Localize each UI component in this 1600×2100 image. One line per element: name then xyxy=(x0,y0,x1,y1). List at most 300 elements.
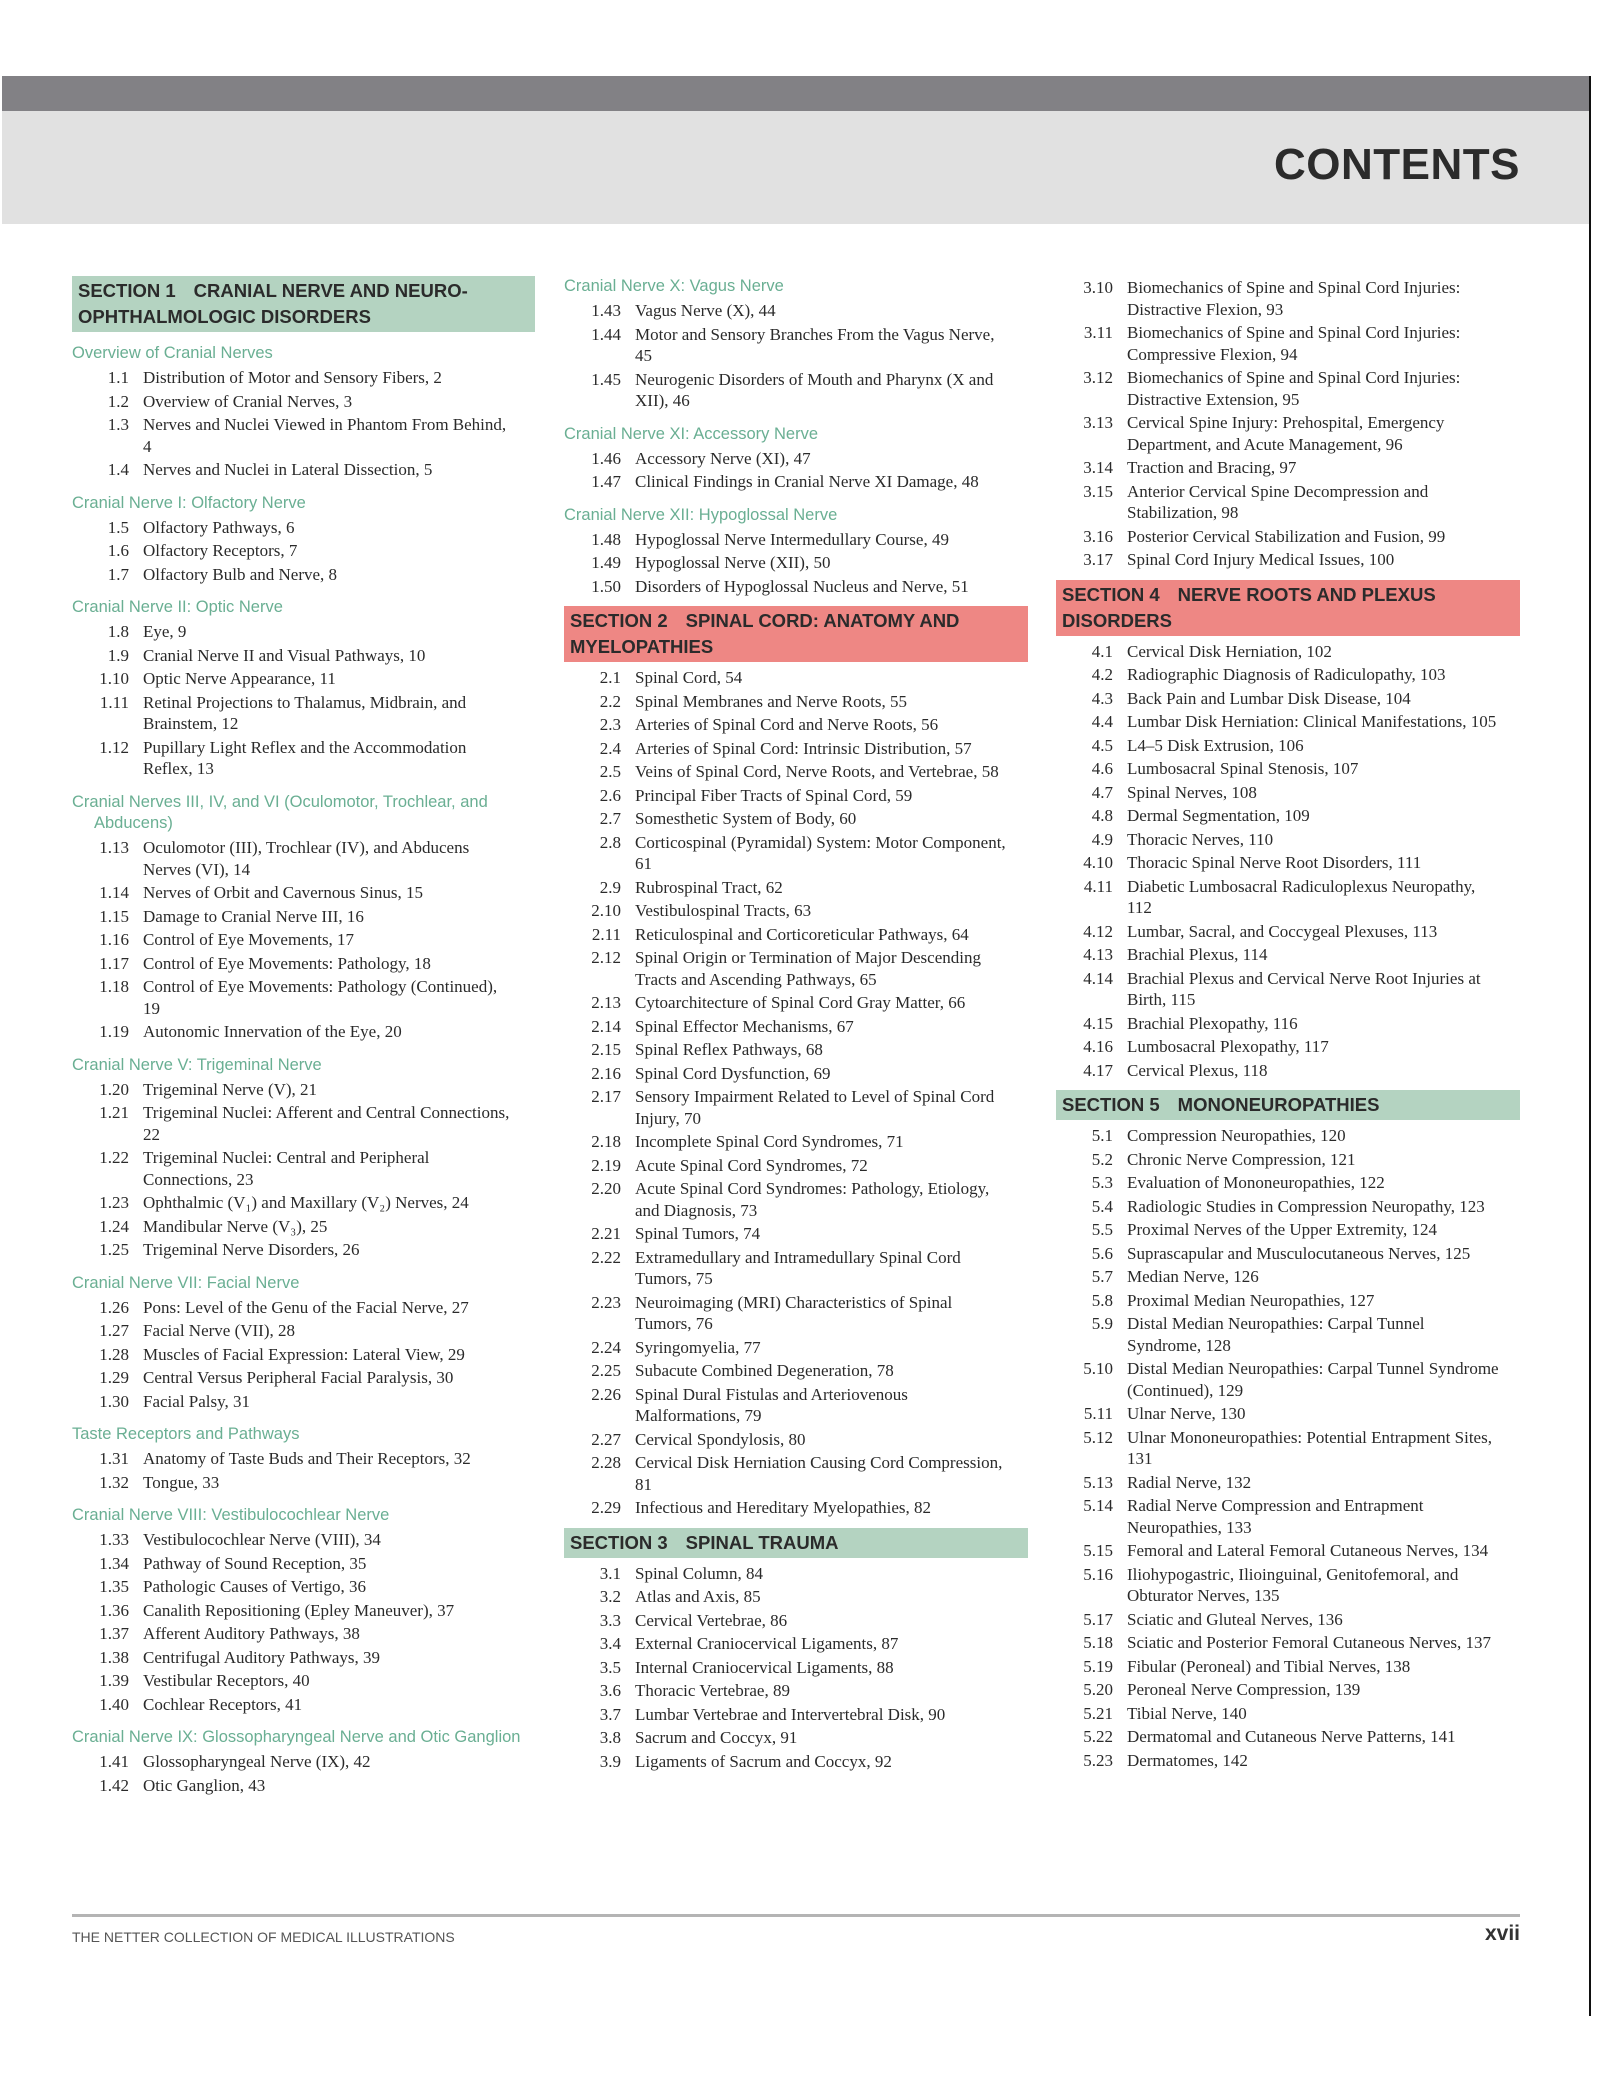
section-number: SECTION 5 xyxy=(1062,1094,1160,1115)
entry-title: Nerves of Orbit and Cavernous Sinus, 15 xyxy=(143,883,423,902)
entry-title: Femoral and Lateral Femoral Cutaneous Nerves, 134 xyxy=(1127,1541,1489,1560)
page-number: xvii xyxy=(1484,1922,1520,1945)
toc-entry[interactable] xyxy=(1056,967,1520,1012)
entry-title: Distribution of Motor and Sensory Fibers, 2 xyxy=(143,368,442,387)
entry-number: 1.23 xyxy=(99,1193,129,1212)
entry-number: 4.1 xyxy=(1091,641,1113,661)
entry-number: 3.2 xyxy=(599,1587,621,1606)
entry-title: Spinal Cord Dysfunction, 69 xyxy=(635,1063,831,1083)
toc-entry[interactable] xyxy=(564,1336,1028,1360)
section-header xyxy=(1056,1090,1520,1120)
toc-entry[interactable] xyxy=(72,1750,535,1774)
entry-title: Thoracic Vertebrae, 89 xyxy=(635,1681,790,1700)
toc-entry[interactable] xyxy=(1056,1494,1520,1539)
toc-entry[interactable] xyxy=(1056,1171,1520,1195)
toc-entry[interactable] xyxy=(72,905,535,929)
toc-entry[interactable] xyxy=(1056,1012,1520,1036)
entry-title: Spinal Dural Fistulas and Arteriovenous Malformations, 79 xyxy=(635,1384,908,1425)
entry-number: 1.24 xyxy=(99,1216,129,1236)
toc-entry[interactable] xyxy=(1056,1035,1520,1059)
chapter-heading: Cranial Nerve XI: Accessory Nerve xyxy=(564,424,819,443)
entry-title: Compression Neuropathies, 120 xyxy=(1127,1126,1346,1145)
section-header xyxy=(564,606,1028,662)
entry-title: Dermatomes, 142 xyxy=(1127,1750,1248,1770)
toc-entry[interactable] xyxy=(1056,663,1520,687)
entry-number: 5.6 xyxy=(1091,1243,1113,1263)
toc-entry[interactable] xyxy=(564,528,1028,552)
entry-title: Cervical Plexus, 118 xyxy=(1127,1060,1268,1080)
toc-entry[interactable] xyxy=(564,1085,1028,1130)
entry-number: 1.46 xyxy=(591,448,621,468)
toc-entry[interactable] xyxy=(564,923,1028,947)
toc-entry[interactable] xyxy=(1056,1655,1520,1679)
toc-entry[interactable] xyxy=(1056,276,1520,321)
toc-entry[interactable] xyxy=(1056,1242,1520,1266)
entry-title: Overview of Cranial Nerves, 3 xyxy=(143,391,353,411)
entry-number: 4.3 xyxy=(1091,688,1113,708)
entry-number: 1.13 xyxy=(99,838,129,857)
toc-entry[interactable] xyxy=(72,928,535,952)
entry-number: 4.10 xyxy=(1083,853,1113,872)
toc-entry[interactable] xyxy=(564,807,1028,831)
toc-entry[interactable] xyxy=(72,413,535,458)
toc-entry[interactable] xyxy=(72,1215,535,1239)
toc-entry[interactable] xyxy=(72,539,535,563)
entry-number: 2.13 xyxy=(591,993,621,1012)
entry-number: 4.13 xyxy=(1083,945,1113,964)
toc-entry[interactable] xyxy=(72,563,535,587)
entry-title: Incomplete Spinal Cord Syndromes, 71 xyxy=(635,1132,904,1151)
section-title: SPINAL CORD: ANATOMY AND MYELOPATHIES xyxy=(570,610,960,657)
toc-entry[interactable] xyxy=(72,1599,535,1623)
section-title: NERVE ROOTS AND PLEXUS DISORDERS xyxy=(1062,583,1436,631)
toc-entry[interactable] xyxy=(1056,1702,1520,1726)
entry-title: Somesthetic System of Body, 60 xyxy=(635,809,857,828)
toc-entry[interactable] xyxy=(72,1646,535,1670)
entry-number: 5.3 xyxy=(1091,1173,1113,1192)
toc-entry[interactable] xyxy=(72,975,535,1020)
toc-entry[interactable] xyxy=(1056,734,1520,758)
toc-entry[interactable] xyxy=(1056,1059,1520,1083)
entry-number: 1.21 xyxy=(99,1103,129,1122)
entry-title: Facial Nerve (VII), 28 xyxy=(143,1321,295,1340)
entry-number: 2.27 xyxy=(591,1429,621,1449)
entry-number: 1.6 xyxy=(107,541,129,560)
toc-entry[interactable] xyxy=(564,551,1028,575)
toc-entry[interactable] xyxy=(1056,1124,1520,1148)
entry-number: 1.26 xyxy=(99,1297,129,1317)
entry-number: 2.28 xyxy=(591,1453,621,1472)
toc-entry[interactable] xyxy=(72,1020,535,1044)
section-number: SECTION 2 xyxy=(570,610,668,631)
toc-entry[interactable] xyxy=(72,1238,535,1262)
entry-title: Atlas and Axis, 85 xyxy=(635,1587,761,1606)
entry-number: 1.18 xyxy=(99,977,129,996)
entry-number: 5.20 xyxy=(1083,1680,1113,1699)
entry-number: 2.5 xyxy=(599,762,621,781)
entry-number: 4.17 xyxy=(1083,1060,1113,1080)
entry-number: 1.30 xyxy=(99,1391,129,1411)
toc-entry[interactable] xyxy=(564,1562,1028,1586)
entry-title: Cervical Spine Injury: Prehospital, Emergency Department, and Acute Management, 96 xyxy=(1127,413,1445,454)
toc-entry[interactable] xyxy=(564,1632,1028,1656)
toc-entry[interactable] xyxy=(564,831,1028,876)
toc-entry[interactable] xyxy=(564,737,1028,761)
chapter-heading: Cranial Nerve IX: Glossopharyngeal Nerve and Otic Ganglion xyxy=(72,1728,521,1746)
entry-title: Traction and Bracing, 97 xyxy=(1127,458,1297,477)
entry-number: 2.18 xyxy=(591,1132,621,1151)
toc-entry[interactable] xyxy=(1056,710,1520,734)
entry-title: Spinal Origin or Termination of Major Descending Tracts and Ascending Pathways, 65 xyxy=(635,948,981,989)
toc-entry[interactable] xyxy=(72,1693,535,1717)
entry-number: 1.47 xyxy=(591,472,621,491)
toc-entry[interactable] xyxy=(564,1703,1028,1727)
toc-entry[interactable] xyxy=(1056,828,1520,852)
toc-entry[interactable] xyxy=(564,575,1028,599)
entry-title: Iliohypogastric, Ilioinguinal, Genitofemoral, and Obturator Nerves, 135 xyxy=(1127,1564,1459,1605)
toc-entry[interactable] xyxy=(564,760,1028,784)
toc-entry[interactable] xyxy=(1056,1402,1520,1426)
toc-entry[interactable] xyxy=(564,1428,1028,1452)
entry-number: 3.15 xyxy=(1083,481,1113,501)
toc-entry[interactable] xyxy=(564,899,1028,923)
toc-entry[interactable] xyxy=(564,713,1028,737)
toc-entry[interactable] xyxy=(1056,640,1520,664)
toc-entry[interactable] xyxy=(564,690,1028,714)
entry-title: Sciatic and Posterior Femoral Cutaneous Nerves, 137 xyxy=(1127,1633,1492,1652)
toc-entry[interactable] xyxy=(1056,548,1520,572)
toc-entry[interactable] xyxy=(564,368,1028,413)
toc-entry[interactable] xyxy=(1056,920,1520,944)
toc-column-3 xyxy=(1056,276,1520,1772)
toc-entry[interactable] xyxy=(564,1609,1028,1633)
entry-number: 5.13 xyxy=(1083,1472,1113,1492)
page-title: CONTENTS xyxy=(1274,140,1520,189)
entry-title: Cervical Disk Herniation, 102 xyxy=(1127,641,1332,661)
toc-entry[interactable] xyxy=(72,620,535,644)
entry-number: 2.1 xyxy=(599,668,621,687)
entry-title: Nerves and Nuclei Viewed in Phantom From Behind, 4 xyxy=(143,415,507,456)
toc-entry[interactable] xyxy=(1056,1426,1520,1471)
entry-title: Hypoglossal Nerve Intermedullary Course, 49 xyxy=(635,529,949,549)
entry-number: 5.21 xyxy=(1083,1703,1113,1723)
toc-entry[interactable] xyxy=(72,1191,535,1215)
section-header xyxy=(72,276,535,332)
toc-entry[interactable] xyxy=(72,881,535,905)
toc-entry[interactable] xyxy=(1056,757,1520,781)
toc-entry[interactable] xyxy=(72,1366,535,1390)
toc-entry[interactable] xyxy=(564,1656,1028,1680)
entry-number: 2.26 xyxy=(591,1384,621,1404)
entry-number: 1.7 xyxy=(107,564,129,584)
entry-title: Sacrum and Coccyx, 91 xyxy=(635,1728,798,1747)
entry-title: Olfactory Pathways, 6 xyxy=(143,517,295,537)
toc-entry[interactable] xyxy=(72,952,535,976)
entry-title: Rubrospinal Tract, 62 xyxy=(635,877,783,897)
entry-title: Cervical Spondylosis, 80 xyxy=(635,1429,806,1449)
toc-entry[interactable] xyxy=(72,736,535,781)
entry-number: 5.11 xyxy=(1083,1404,1113,1423)
toc-entry[interactable] xyxy=(1056,1563,1520,1608)
entry-title: Cervical Vertebrae, 86 xyxy=(635,1610,788,1630)
chapter-heading: Cranial Nerve XII: Hypoglossal Nerve xyxy=(564,505,838,524)
entry-title: Muscles of Facial Expression: Lateral View, 29 xyxy=(143,1344,465,1364)
entry-number: 1.11 xyxy=(99,692,129,712)
entry-title: Back Pain and Lumbar Disk Disease, 104 xyxy=(1127,688,1411,708)
toc-entry[interactable] xyxy=(564,1038,1028,1062)
entry-number: 1.29 xyxy=(99,1368,129,1387)
toc-entry[interactable] xyxy=(1056,411,1520,456)
toc-entry[interactable] xyxy=(72,1552,535,1576)
toc-entry[interactable] xyxy=(1056,1312,1520,1357)
entry-number: 1.22 xyxy=(99,1148,129,1167)
entry-title: Pupillary Light Reflex and the Accommodation Reflex, 13 xyxy=(143,737,467,778)
entry-number: 1.2 xyxy=(107,391,129,411)
entry-title: Trigeminal Nuclei: Afferent and Central Connections, 22 xyxy=(143,1103,510,1144)
entry-number: 1.41 xyxy=(99,1752,129,1771)
entry-title: Disorders of Hypoglossal Nucleus and Nerve, 51 xyxy=(635,576,969,596)
toc-entry[interactable] xyxy=(72,1575,535,1599)
entry-number: 2.9 xyxy=(599,877,621,897)
entry-number: 3.12 xyxy=(1083,368,1113,387)
toc-entry[interactable] xyxy=(564,447,1028,471)
toc-entry[interactable] xyxy=(564,666,1028,690)
toc-entry[interactable] xyxy=(564,1177,1028,1222)
toc-entry[interactable] xyxy=(564,784,1028,808)
toc-entry[interactable] xyxy=(564,991,1028,1015)
toc-entry[interactable] xyxy=(1056,1749,1520,1773)
entry-title: Pathologic Causes of Vertigo, 36 xyxy=(143,1577,367,1596)
entry-title: Nerves and Nuclei in Lateral Dissection, 5 xyxy=(143,460,433,479)
entry-number: 4.12 xyxy=(1083,921,1113,941)
entry-number: 1.28 xyxy=(99,1344,129,1364)
toc-entry[interactable] xyxy=(72,691,535,736)
toc-entry[interactable] xyxy=(72,1447,535,1471)
toc-entry[interactable] xyxy=(72,644,535,668)
entry-number: 2.14 xyxy=(591,1016,621,1036)
toc-entry[interactable] xyxy=(1056,687,1520,711)
toc-entry[interactable] xyxy=(1056,1678,1520,1702)
entry-title: Control of Eye Movements: Pathology, 18 xyxy=(143,953,431,973)
entry-number: 5.7 xyxy=(1091,1267,1113,1286)
section-header xyxy=(564,1528,1028,1558)
entry-title: Sensory Impairment Related to Level of Spinal Cord Injury, 70 xyxy=(635,1087,995,1128)
section-title: MONONEUROPATHIES xyxy=(1177,1094,1380,1115)
entry-title: Proximal Median Neuropathies, 127 xyxy=(1127,1290,1375,1310)
section-title: SPINAL TRAUMA xyxy=(685,1531,839,1553)
entry-number: 1.45 xyxy=(591,369,621,389)
toc-entry[interactable] xyxy=(72,366,535,390)
entry-number: 2.11 xyxy=(591,924,621,944)
toc-entry[interactable] xyxy=(564,1222,1028,1246)
entry-number: 3.4 xyxy=(599,1634,621,1653)
toc-entry[interactable] xyxy=(564,1359,1028,1383)
toc-entry[interactable] xyxy=(564,1015,1028,1039)
entry-number: 4.16 xyxy=(1083,1037,1113,1056)
entry-title: Trigeminal Nuclei: Central and Peripheral Connections, 23 xyxy=(143,1148,430,1189)
section-number: SECTION 3 xyxy=(570,1531,668,1553)
toc-entry[interactable] xyxy=(72,1319,535,1343)
entry-title: Canalith Repositioning (Epley Maneuver), 37 xyxy=(143,1600,455,1620)
toc-entry[interactable] xyxy=(1056,525,1520,549)
toc-entry[interactable] xyxy=(1056,1539,1520,1563)
entry-title: Thoracic Nerves, 110 xyxy=(1127,829,1274,849)
toc-entry[interactable] xyxy=(72,1101,535,1146)
entry-number: 5.14 xyxy=(1083,1496,1113,1515)
toc-entry[interactable] xyxy=(564,1585,1028,1609)
toc-entry[interactable] xyxy=(1056,480,1520,525)
toc-column-1 xyxy=(72,276,535,1797)
entry-title: Subacute Combined Degeneration, 78 xyxy=(635,1361,894,1380)
toc-entry[interactable] xyxy=(72,1146,535,1191)
section-title: CRANIAL NERVE AND NEURO-OPHTHALMOLOGIC DISORDERS xyxy=(78,280,468,327)
toc-entry[interactable] xyxy=(564,323,1028,368)
toc-entry[interactable] xyxy=(1056,456,1520,480)
entry-title: Facial Palsy, 31 xyxy=(143,1391,251,1411)
entry-number: 3.5 xyxy=(599,1657,621,1677)
entry-number: 5.4 xyxy=(1091,1196,1113,1216)
entry-number: 1.38 xyxy=(99,1647,129,1667)
entry-title: Otic Ganglion, 43 xyxy=(143,1775,266,1795)
toc-entry[interactable] xyxy=(564,946,1028,991)
entry-number: 1.42 xyxy=(99,1775,129,1795)
entry-title: Accessory Nerve (XI), 47 xyxy=(635,448,811,468)
entry-number: 2.25 xyxy=(591,1361,621,1380)
toc-entry[interactable] xyxy=(564,1750,1028,1774)
toc-entry[interactable] xyxy=(564,1726,1028,1750)
toc-entry[interactable] xyxy=(1056,1289,1520,1313)
toc-entry[interactable] xyxy=(564,1383,1028,1428)
toc-entry[interactable] xyxy=(1056,1218,1520,1242)
toc-entry[interactable] xyxy=(564,1291,1028,1336)
toc-entry[interactable] xyxy=(72,1471,535,1495)
entry-title: Hypoglossal Nerve (XII), 50 xyxy=(635,553,831,572)
toc-entry[interactable] xyxy=(1056,851,1520,875)
entry-title: Dermatomal and Cutaneous Nerve Patterns, 141 xyxy=(1127,1727,1456,1746)
toc-entry[interactable] xyxy=(72,667,535,691)
toc-entry[interactable] xyxy=(72,390,535,414)
entry-number: 2.3 xyxy=(599,715,621,734)
entry-title: Lumbar Disk Herniation: Clinical Manifestations, 105 xyxy=(1127,712,1497,731)
toc-entry[interactable] xyxy=(1056,781,1520,805)
toc-entry[interactable] xyxy=(72,1296,535,1320)
entry-title: Peroneal Nerve Compression, 139 xyxy=(1127,1680,1361,1699)
toc-entry[interactable] xyxy=(72,1528,535,1552)
entry-title: Lumbosacral Spinal Stenosis, 107 xyxy=(1127,759,1359,778)
toc-entry[interactable] xyxy=(1056,366,1520,411)
toc-entry[interactable] xyxy=(564,1496,1028,1520)
entry-number: 3.11 xyxy=(1083,323,1113,342)
toc-entry[interactable] xyxy=(564,1130,1028,1154)
toc-entry[interactable] xyxy=(72,1343,535,1367)
entry-title: Clinical Findings in Cranial Nerve XI Damage, 48 xyxy=(635,472,979,491)
entry-number: 3.8 xyxy=(599,1728,621,1747)
toc-entry[interactable] xyxy=(72,1669,535,1693)
entry-title: Cytoarchitecture of Spinal Cord Gray Matter, 66 xyxy=(635,993,966,1012)
chapter-heading: Cranial Nerve X: Vagus Nerve xyxy=(564,277,784,295)
entry-number: 2.24 xyxy=(591,1337,621,1357)
entry-title: Dermal Segmentation, 109 xyxy=(1127,806,1310,825)
entry-title: Suprascapular and Musculocutaneous Nerves, 125 xyxy=(1127,1243,1471,1263)
toc-entry[interactable] xyxy=(72,458,535,482)
toc-entry[interactable] xyxy=(564,1062,1028,1086)
entry-title: Autonomic Innervation of the Eye, 20 xyxy=(143,1022,402,1041)
entry-title: Syringomyelia, 77 xyxy=(635,1337,761,1357)
entry-number: 3.13 xyxy=(1083,413,1113,432)
chapter-heading: Overview of Cranial Nerves xyxy=(72,344,273,362)
toc-entry[interactable] xyxy=(1056,804,1520,828)
entry-number: 5.23 xyxy=(1083,1750,1113,1770)
toc-entry[interactable] xyxy=(1056,1631,1520,1655)
toc-entry[interactable] xyxy=(1056,1725,1520,1749)
entry-number: 2.7 xyxy=(599,809,621,828)
entry-title: Tibial Nerve, 140 xyxy=(1127,1703,1247,1723)
entry-number: 4.8 xyxy=(1091,806,1113,825)
toc-entry[interactable] xyxy=(72,1774,535,1798)
section-header xyxy=(1056,580,1520,636)
toc-entry[interactable] xyxy=(564,1246,1028,1291)
entry-title: Arteries of Spinal Cord and Nerve Roots, 56 xyxy=(635,715,939,734)
top-bar xyxy=(2,76,1590,111)
toc-entry[interactable] xyxy=(564,1679,1028,1703)
entry-number: 1.10 xyxy=(99,669,129,688)
toc-entry[interactable] xyxy=(1056,1148,1520,1172)
toc-entry[interactable] xyxy=(1056,1265,1520,1289)
entry-number: 1.1 xyxy=(107,368,129,387)
entry-number: 2.16 xyxy=(591,1063,621,1083)
toc-entry[interactable] xyxy=(1056,321,1520,366)
entry-title: Posterior Cervical Stabilization and Fusion, 99 xyxy=(1127,526,1446,546)
entry-number: 2.20 xyxy=(591,1179,621,1198)
entry-title: Glossopharyngeal Nerve (IX), 42 xyxy=(143,1752,371,1771)
toc-entry[interactable] xyxy=(1056,943,1520,967)
entry-title: Evaluation of Mononeuropathies, 122 xyxy=(1127,1173,1385,1192)
toc-entry[interactable] xyxy=(72,836,535,881)
toc-entry[interactable] xyxy=(1056,875,1520,920)
entry-title: Brachial Plexus and Cervical Nerve Root Injuries at Birth, 115 xyxy=(1127,968,1481,1009)
toc-entry[interactable] xyxy=(564,1451,1028,1496)
entry-number: 1.48 xyxy=(591,529,621,549)
entry-title: Anatomy of Taste Buds and Their Receptors, 32 xyxy=(143,1449,471,1468)
toc-entry[interactable] xyxy=(72,1078,535,1102)
entry-number: 4.2 xyxy=(1091,665,1113,684)
entry-title: Proximal Nerves of the Upper Extremity, 124 xyxy=(1127,1220,1438,1239)
toc-column-2 xyxy=(564,276,1028,1773)
entry-number: 1.15 xyxy=(99,906,129,926)
toc-entry[interactable] xyxy=(72,1622,535,1646)
entry-number: 5.19 xyxy=(1083,1656,1113,1676)
toc-entry[interactable] xyxy=(1056,1195,1520,1219)
toc-entry[interactable] xyxy=(1056,1471,1520,1495)
toc-entry[interactable] xyxy=(1056,1608,1520,1632)
entry-title: Spinal Tumors, 74 xyxy=(635,1224,761,1243)
entry-number: 2.19 xyxy=(591,1155,621,1175)
entry-number: 5.16 xyxy=(1083,1564,1113,1584)
entry-title: Radial Nerve Compression and Entrapment Neuropathies, 133 xyxy=(1127,1496,1424,1537)
toc-entry[interactable] xyxy=(564,470,1028,494)
toc-entry[interactable] xyxy=(564,876,1028,900)
toc-entry[interactable] xyxy=(564,299,1028,323)
toc-entry[interactable] xyxy=(72,1390,535,1414)
chapter-heading: Taste Receptors and Pathways xyxy=(72,1425,300,1443)
entry-title: Vestibulocochlear Nerve (VIII), 34 xyxy=(143,1530,381,1549)
toc-entry[interactable] xyxy=(1056,1357,1520,1402)
entry-title: Vestibulospinal Tracts, 63 xyxy=(635,901,812,920)
entry-number: 5.22 xyxy=(1083,1727,1113,1746)
entry-title: Mandibular Nerve (V₃), 25 xyxy=(143,1216,328,1236)
toc-entry[interactable] xyxy=(72,516,535,540)
toc-entry[interactable] xyxy=(564,1154,1028,1178)
